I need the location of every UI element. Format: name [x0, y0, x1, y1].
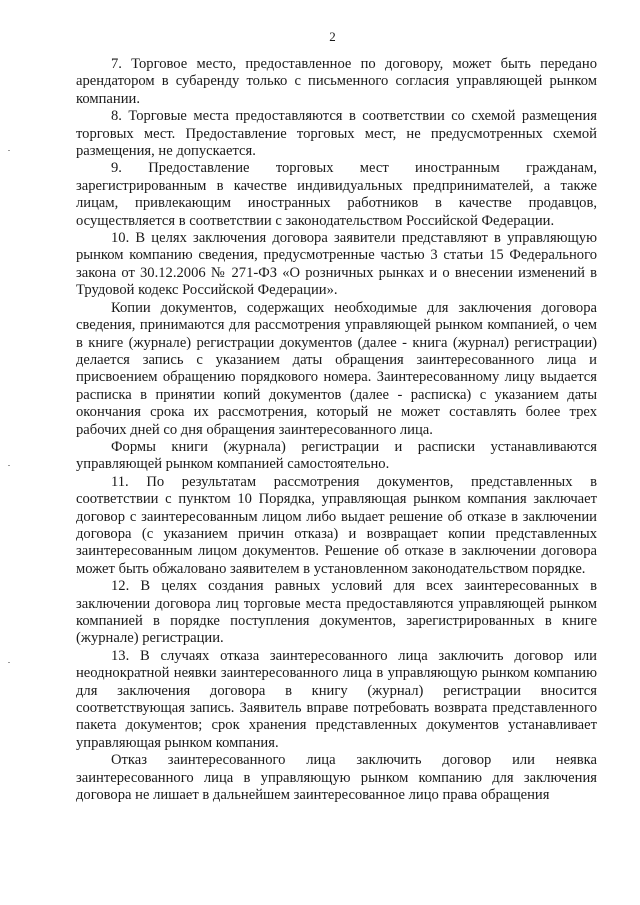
paragraph-12: 12. В целях создания равных условий для всех заинтересованных в заключении договора лиц торговые места предоставляются управляющей рынком компанией в порядке поступления документов, зарегистрированных в книге (журнале) регистрации.: [76, 578, 597, 647]
paragraph-11: 11. По результатам рассмотрения документов, представленных в соответствии с пунктом 10 Порядка, управляющая рынком компания заключает договор с заинтересованным лицом либо выдает решение об отказе в заключении договора (с указанием причин отказа) и возвращает копии представленных заинтересованным лицом документов. Решение об отказе в заключении договора может быть обжаловано заявителем в установленном законодательством порядке.: [76, 473, 597, 577]
scan-margin-mark: [8, 150, 10, 151]
scan-margin-mark: [8, 662, 10, 663]
paragraph-10: 10. В целях заключения договора заявители представляют в управляющую рынком компанию сведения, предусмотренные частью 3 статьи 15 Федерального закона от 30.12.2006 № 271-ФЗ «О розничных рынках и о внесении изменений в Трудовой кодекс Российской Федерации».: [76, 230, 597, 299]
paragraph-7: 7. Торговое место, предоставленное по договору, может быть передано арендатором в субаренду только с письменного согласия управляющей рынком компании.: [76, 56, 597, 107]
paragraph-13: 13. В случаях отказа заинтересованного лица заключить договор или неоднократной неявки заинтересованного лица в управляющую рынком компанию для заключения договора в книгу (журнал) регистрации вносится соответствующая запись. Заявитель вправе потребовать возврата представленного пакета документов; срок хранения представленных документов устанавливает управляющая рынком компания.: [76, 647, 597, 751]
scan-margin-mark: [8, 465, 10, 466]
page-number: 2: [329, 29, 336, 44]
paragraph-10-forms: Формы книги (журнала) регистрации и расписки устанавливаются управляющей рынком компанией самостоятельно.: [76, 438, 597, 473]
paragraph-10-copies: Копии документов, содержащих необходимые для заключения договора сведения, принимаются для рассмотрения управляющей рынком компанией, о чем в книге (журнале) регистрации документов (далее - книга (журнал) регистрации) делается запись с указанием даты обращения заинтересованного лица и присвоением обращению порядкового номера. Заинтересованному лицу выдается расписка в принятии копий документов (далее - расписка) с указанием даты окончания срока их рассмотрения, который не может составлять более трех рабочих дней со дня обращения заинтересованного лица.: [76, 299, 597, 438]
paragraph-8: 8. Торговые места предоставляются в соответствии со схемой размещения торговых мест. Предоставление торговых мест, не предусмотренных схемой размещения, не допускается.: [76, 108, 597, 160]
paragraph-9: 9. Предоставление торговых мест иностранным гражданам, зарегистрированным в качестве индивидуальных предпринимателей, а также лицам, привлекающим иностранных работников в качестве продавцов, осуществляется в соответствии с законодательством Российской Федерации.: [76, 160, 597, 229]
document-body: [76, 56, 597, 804]
paragraph-13-refusal: Отказ заинтересованного лица заключить договор или неявка заинтересованного лица в управляющую рынком компанию для заключения договора не лишает в дальнейшем заинтересованное лицо права обращения: [76, 752, 597, 804]
